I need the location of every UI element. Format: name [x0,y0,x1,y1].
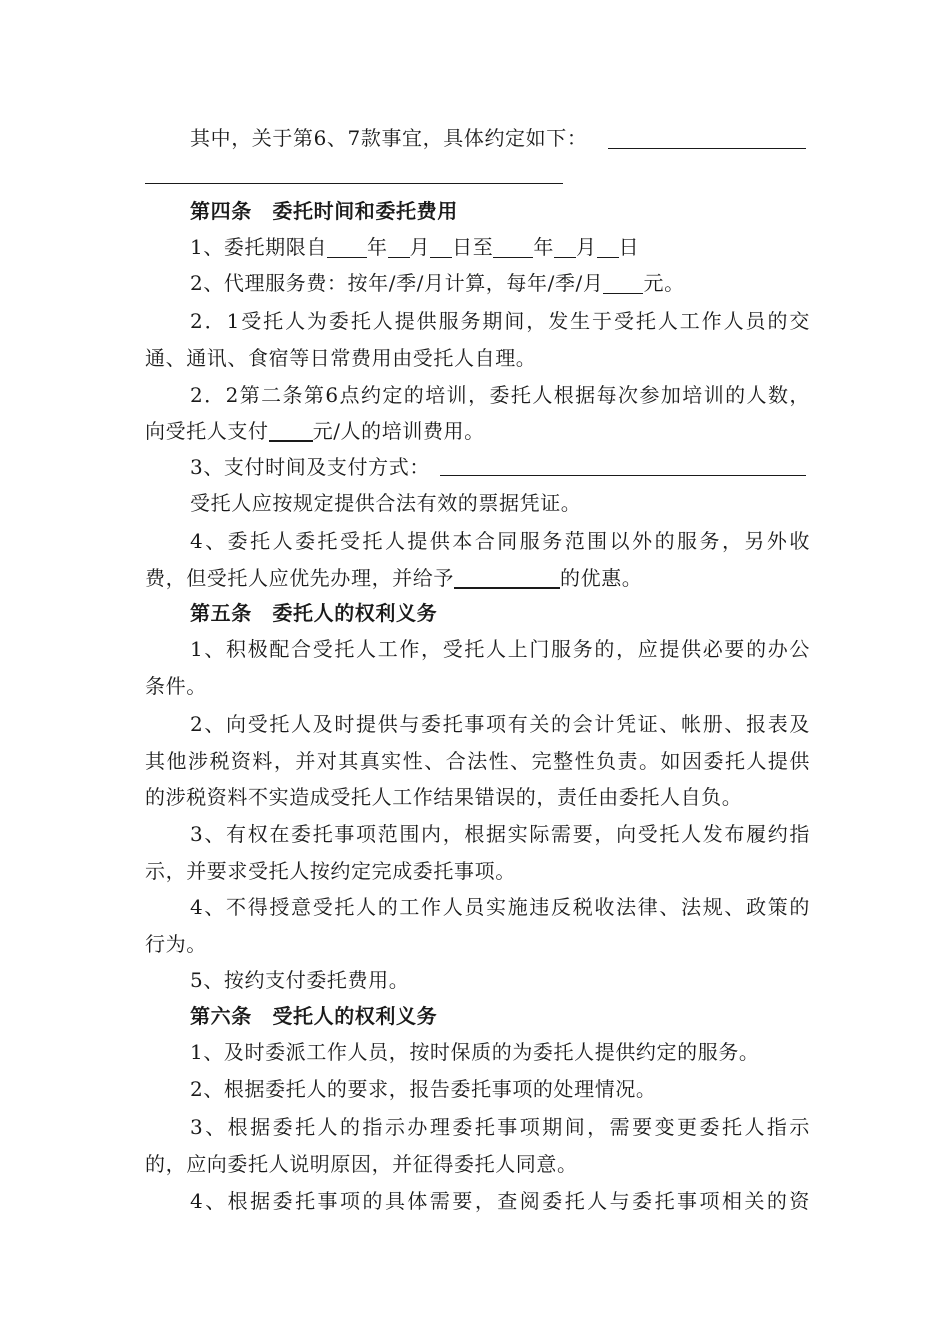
blank-discount [454,565,560,589]
article6-item3-line1: 3、根据委托人的指示办理委托事项期间，需要变更委托人指示 [190,1115,810,1139]
intro-blank-line-1 [608,148,806,149]
intro-blank-line-2 [145,183,563,184]
item1-text-g: 日 [618,235,640,259]
blank-start-year [327,235,367,258]
article6-heading: 第六条 受托人的权利义务 [190,1004,438,1028]
article5-item5: 5、按约支付委托费用。 [190,968,410,992]
article4-item2-1-line2: 通、通讯、食宿等日常费用由受托人自理。 [145,346,537,370]
blank-payment-method [440,475,806,476]
article4-item2-2-line1: 2．2第二条第6点约定的培训，委托人根据每次参加培训的人数， [190,383,810,407]
article4-item1 [190,229,810,265]
item1-text-a: 1、委托期限自 [190,235,327,259]
blank-start-day [430,235,452,258]
article5-item4-line2: 行为。 [145,932,207,956]
article4-heading: 第四条 委托时间和委托费用 [190,199,458,223]
item1-text-b: 年 [366,235,388,259]
article4-receipt: 受托人应按规定提供合法有效的票据凭证。 [190,491,582,515]
article4-item4-line2 [145,560,810,596]
article5-item1-line2: 条件。 [145,674,207,698]
article5-heading: 第五条 委托人的权利义务 [190,601,438,625]
item1-text-f: 月 [575,235,597,259]
item1-text-d: 日至 [452,235,494,259]
article4-item2 [190,265,810,301]
article6-item4-line1: 4、根据委托事项的具体需要，查阅委托人与委托事项相关的资 [190,1189,810,1213]
item4-text-b: 的优惠。 [560,566,643,590]
article5-item1-line1: 1、积极配合受托人工作，受托人上门服务的，应提供必要的办公 [190,637,810,661]
item1-text-c: 月 [409,235,431,259]
article5-item3-line2: 示，并要求受托人按约定完成委托事项。 [145,859,516,883]
item2-2-text-b: 元/人的培训费用。 [312,419,485,443]
article5-item2-line2: 其他涉税资料，并对其真实性、合法性、完整性负责。如因委托人提供 [145,749,810,773]
article5-item3-line1: 3、有权在委托事项范围内，根据实际需要，向受托人发布履约指 [190,822,810,846]
article5-item2-line3: 的涉税资料不实造成受托人工作结果错误的，责任由委托人自负。 [145,785,743,809]
intro-text: 其中，关于第6、7款事宜，具体约定如下： [190,126,588,150]
article5-item4-line1: 4、不得授意受托人的工作人员实施违反税收法律、法规、政策的 [190,895,810,919]
item2-text-b: 元。 [643,271,685,295]
article4-item2-2-line2 [145,413,810,449]
item1-text-e: 年 [533,235,554,259]
article6-item3-line2: 的，应向委托人说明原因，并征得委托人同意。 [145,1152,578,1176]
blank-service-fee [603,271,643,294]
item3-text: 3、支付时间及支付方式： [190,455,430,479]
blank-end-year [493,235,533,258]
article4-item4-line1: 4、委托人委托受托人提供本合同服务范围以外的服务，另外收 [190,529,810,553]
intro-line [190,120,810,156]
item2-text-a: 2、代理服务费：按年/季/月计算，每年/季/月 [190,271,604,295]
blank-end-day [597,235,619,258]
article4-item3 [190,449,810,485]
blank-start-month [388,235,410,258]
item2-2-text-a: 向受托人支付 [145,419,269,443]
item4-text-a: 费，但受托人应优先办理，并给予 [145,566,454,590]
article4-item2-1-line1: 2．1受托人为委托人提供服务期间，发生于受托人工作人员的交 [190,309,810,333]
blank-training-fee [269,418,313,442]
article6-item1: 1、及时委派工作人员，按时保质的为委托人提供约定的服务。 [190,1040,760,1064]
article5-item2-line1: 2、向受托人及时提供与委托事项有关的会计凭证、帐册、报表及 [190,712,810,736]
blank-end-month [554,235,576,258]
article6-item2: 2、根据委托人的要求，报告委托事项的处理情况。 [190,1077,657,1101]
